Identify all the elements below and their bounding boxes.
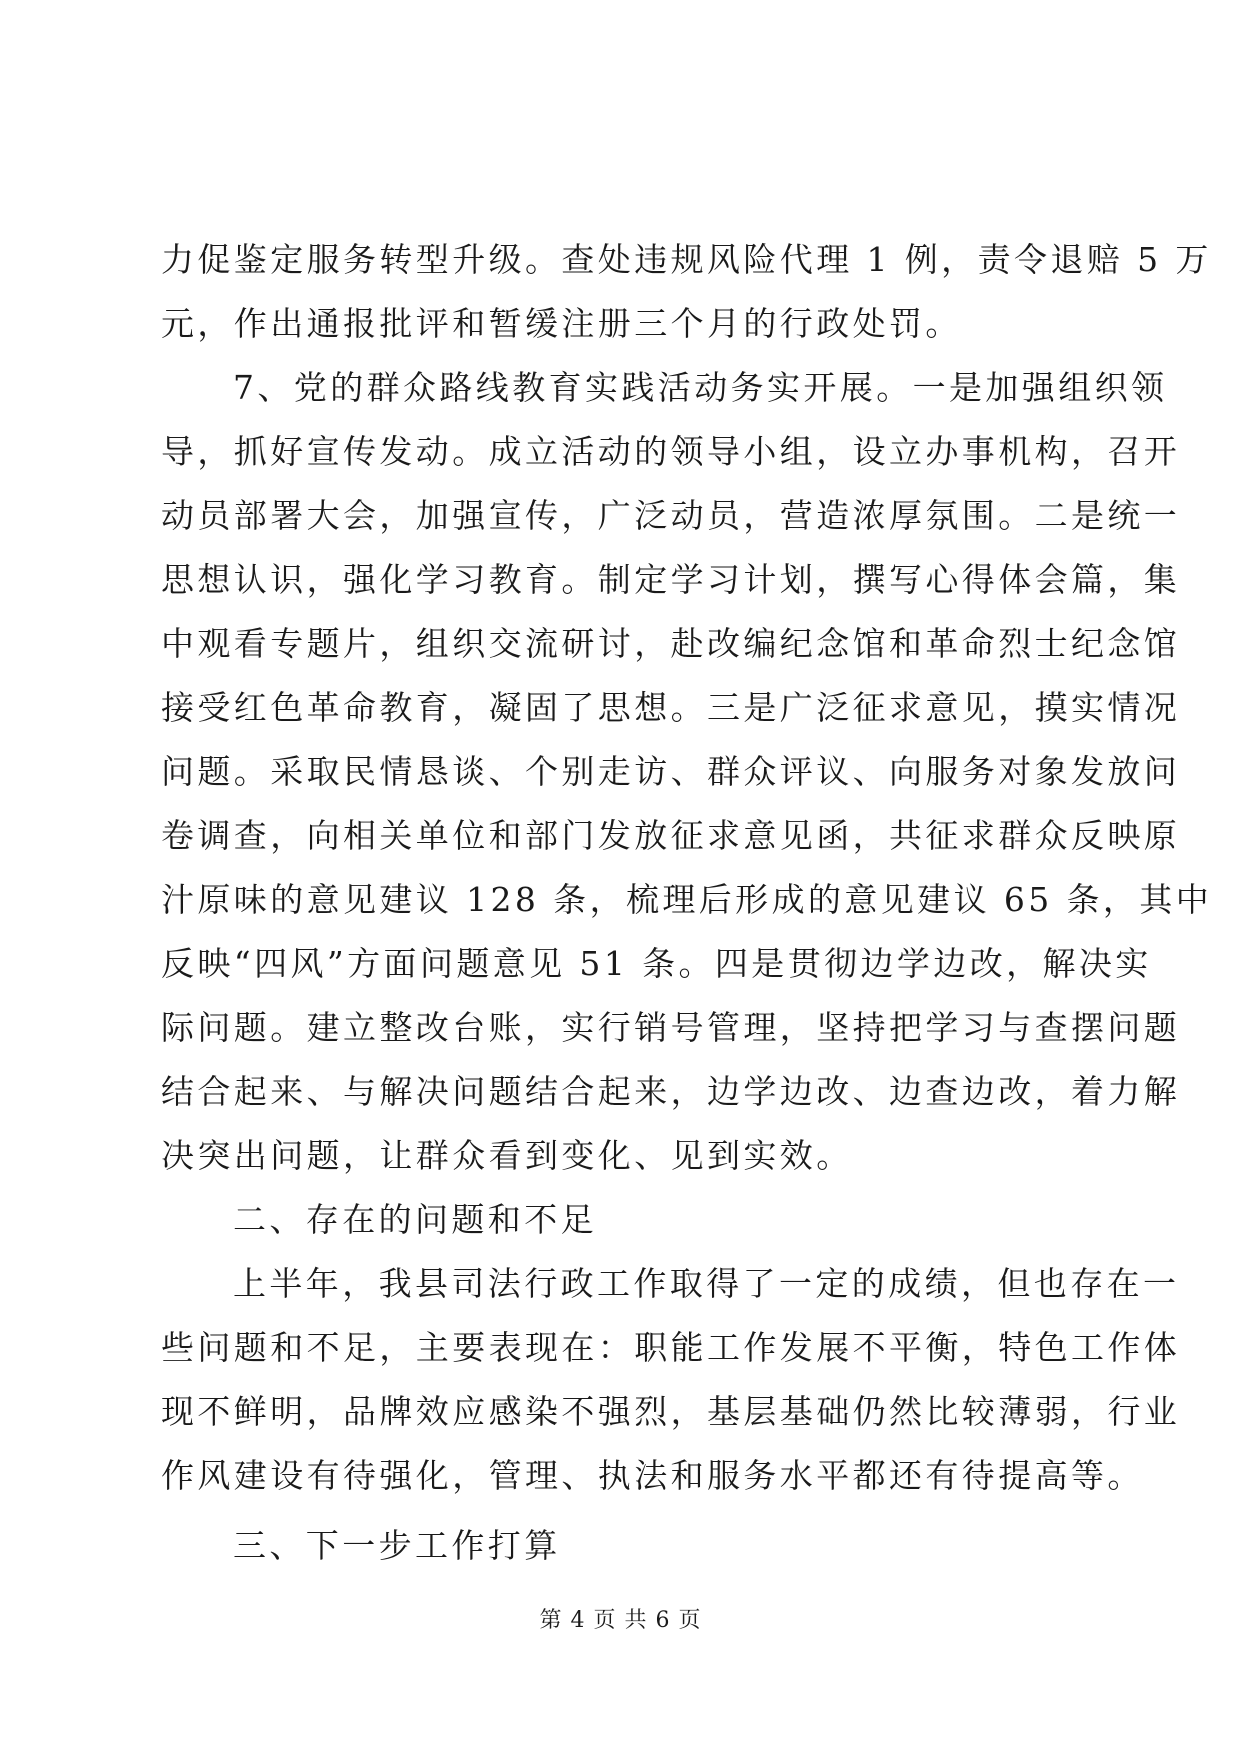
paragraph-7-line: 问题。采取民情恳谈、个别走访、群众评议、向服务对象发放问 (161, 752, 1181, 791)
paragraph-7-line: 卷调查，向相关单位和部门发放征求意见函，共征求群众反映原 (161, 816, 1181, 855)
paragraph-7-line: 思想认识，强化学习教育。制定学习计划，撰写心得体会篇，集 (161, 560, 1181, 599)
body-line-continuation-end: 元，作出通报批评和暂缓注册三个月的行政处罚。 (161, 304, 962, 343)
body-line-continuation: 力促鉴定服务转型升级。查处违规风险代理 1 例，责令退赔 5 万 (161, 240, 1212, 279)
paragraph-7-line: 汁原味的意见建议 128 条，梳理后形成的意见建议 65 条，其中 (161, 880, 1213, 919)
paragraph-7-line: 动员部署大会，加强宣传，广泛动员，营造浓厚氛围。二是统一 (161, 496, 1181, 535)
section-heading-next-steps: 三、下一步工作打算 (233, 1526, 561, 1565)
problems-paragraph-line: 现不鲜明，品牌效应感染不强烈，基层基础仍然比较薄弱，行业 (161, 1392, 1181, 1431)
paragraph-7-end: 决突出问题，让群众看到变化、见到实效。 (161, 1136, 853, 1175)
paragraph-7-line: 接受红色革命教育，凝固了思想。三是广泛征求意见，摸实情况 (161, 688, 1181, 727)
problems-paragraph-line: 些问题和不足，主要表现在：职能工作发展不平衡，特色工作体 (161, 1328, 1181, 1367)
problems-paragraph-end: 作风建设有待强化，管理、执法和服务水平都还有待提高等。 (161, 1456, 1144, 1495)
paragraph-7-line: 导，抓好宣传发动。成立活动的领导小组，设立办事机构，召开 (161, 432, 1181, 471)
paragraph-7-line: 际问题。建立整改台账，实行销号管理，坚持把学习与查摆问题 (161, 1008, 1181, 1047)
document-body (161, 228, 1213, 1578)
paragraph-7-line: 中观看专题片，组织交流研讨，赴改编纪念馆和革命烈士纪念馆 (161, 624, 1181, 663)
paragraph-7-line: 反映“四风”方面问题意见 51 条。四是贯彻边学边改，解决实 (161, 944, 1152, 983)
section-heading-problems: 二、存在的问题和不足 (233, 1200, 597, 1239)
page-number-footer: 第 4 页 共 6 页 (539, 1608, 702, 1633)
problems-paragraph-start: 上半年，我县司法行政工作取得了一定的成绩，但也存在一 (233, 1264, 1180, 1303)
paragraph-7-start: 7、党的群众路线教育实践活动务实开展。一是加强组织领 (233, 368, 1168, 407)
paragraph-7-line: 结合起来、与解决问题结合起来，边学边改、边查边改，着力解 (161, 1072, 1181, 1111)
